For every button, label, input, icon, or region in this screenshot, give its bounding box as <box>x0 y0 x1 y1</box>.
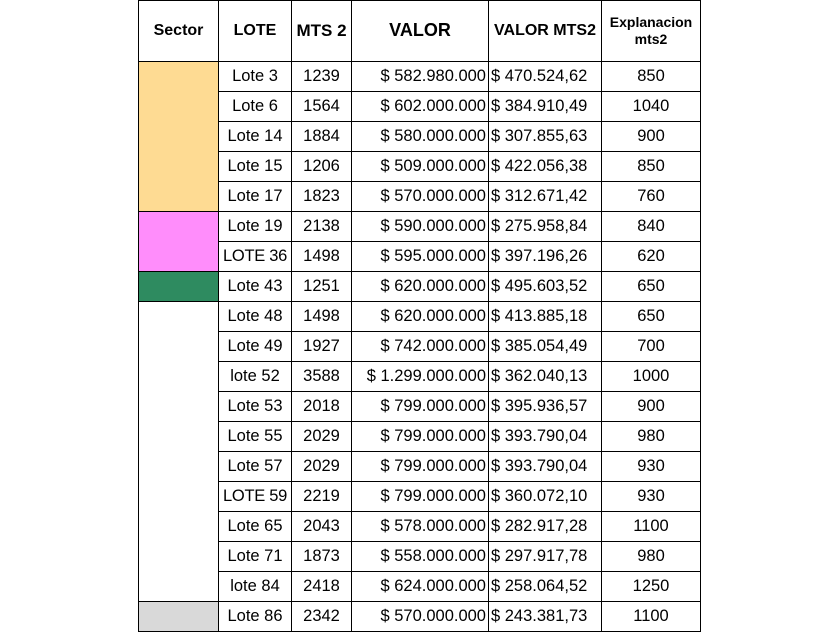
valor-mts2-cell: $ 495.603,52 <box>489 272 602 302</box>
table-row <box>139 422 701 452</box>
lote-cell: Lote 14 <box>219 122 292 152</box>
mts2-cell: 1239 <box>292 62 352 92</box>
header-valor-mts2: VALOR MTS2 <box>489 1 602 62</box>
table-row <box>139 122 701 152</box>
valor-cell: $ 742.000.000 <box>352 332 489 362</box>
explanacion-cell: 650 <box>602 272 701 302</box>
sector-color-cell <box>139 482 219 512</box>
mts2-cell: 1206 <box>292 152 352 182</box>
mts2-cell: 1564 <box>292 92 352 122</box>
explanacion-cell: 650 <box>602 302 701 332</box>
sector-color-cell <box>139 272 219 302</box>
table-row <box>139 452 701 482</box>
valor-mts2-cell: $ 297.917,78 <box>489 542 602 572</box>
valor-cell: $ 620.000.000 <box>352 302 489 332</box>
valor-mts2-cell: $ 470.524,62 <box>489 62 602 92</box>
lote-cell: Lote 57 <box>219 452 292 482</box>
sector-color-cell <box>139 422 219 452</box>
explanacion-cell: 980 <box>602 422 701 452</box>
explanacion-cell: 840 <box>602 212 701 242</box>
explanacion-cell: 700 <box>602 332 701 362</box>
lot-price-table <box>138 0 701 632</box>
sector-color-cell <box>139 92 219 122</box>
table-row <box>139 152 701 182</box>
valor-cell: $ 590.000.000 <box>352 212 489 242</box>
lote-cell: Lote 86 <box>219 602 292 632</box>
valor-mts2-cell: $ 243.381,73 <box>489 602 602 632</box>
mts2-cell: 2138 <box>292 212 352 242</box>
valor-mts2-cell: $ 397.196,26 <box>489 242 602 272</box>
sector-color-cell <box>139 452 219 482</box>
explanacion-cell: 620 <box>602 242 701 272</box>
mts2-cell: 2029 <box>292 452 352 482</box>
valor-mts2-cell: $ 360.072,10 <box>489 482 602 512</box>
table-row <box>139 572 701 602</box>
valor-cell: $ 799.000.000 <box>352 392 489 422</box>
valor-cell: $ 799.000.000 <box>352 452 489 482</box>
explanacion-cell: 930 <box>602 452 701 482</box>
valor-cell: $ 595.000.000 <box>352 242 489 272</box>
valor-cell: $ 570.000.000 <box>352 182 489 212</box>
explanacion-cell: 930 <box>602 482 701 512</box>
mts2-cell: 1498 <box>292 242 352 272</box>
valor-mts2-cell: $ 385.054,49 <box>489 332 602 362</box>
mts2-cell: 3588 <box>292 362 352 392</box>
table-row <box>139 482 701 512</box>
sector-color-cell <box>139 212 219 242</box>
table-row <box>139 542 701 572</box>
valor-cell: $ 509.000.000 <box>352 152 489 182</box>
valor-mts2-cell: $ 307.855,63 <box>489 122 602 152</box>
table-row <box>139 512 701 542</box>
valor-cell: $ 578.000.000 <box>352 512 489 542</box>
valor-cell: $ 582.980.000 <box>352 62 489 92</box>
valor-cell: $ 799.000.000 <box>352 422 489 452</box>
explanacion-cell: 850 <box>602 62 701 92</box>
valor-cell: $ 602.000.000 <box>352 92 489 122</box>
sector-color-cell <box>139 242 219 272</box>
valor-mts2-cell: $ 413.885,18 <box>489 302 602 332</box>
valor-mts2-cell: $ 393.790,04 <box>489 452 602 482</box>
sector-color-cell <box>139 62 219 92</box>
valor-mts2-cell: $ 393.790,04 <box>489 422 602 452</box>
mts2-cell: 2219 <box>292 482 352 512</box>
sector-color-cell <box>139 332 219 362</box>
table-row <box>139 332 701 362</box>
explanacion-cell: 760 <box>602 182 701 212</box>
lote-cell: Lote 19 <box>219 212 292 242</box>
lote-cell: Lote 17 <box>219 182 292 212</box>
mts2-cell: 2018 <box>292 392 352 422</box>
mts2-cell: 1927 <box>292 332 352 362</box>
mts2-cell: 1823 <box>292 182 352 212</box>
table-row <box>139 362 701 392</box>
mts2-cell: 1884 <box>292 122 352 152</box>
mts2-cell: 1873 <box>292 542 352 572</box>
lote-cell: Lote 48 <box>219 302 292 332</box>
valor-cell: $ 799.000.000 <box>352 482 489 512</box>
lote-cell: Lote 43 <box>219 272 292 302</box>
sector-color-cell <box>139 512 219 542</box>
header-row <box>139 1 701 62</box>
lote-cell: Lote 15 <box>219 152 292 182</box>
mts2-cell: 2043 <box>292 512 352 542</box>
sector-color-cell <box>139 152 219 182</box>
table-row <box>139 392 701 422</box>
explanacion-cell: 1100 <box>602 602 701 632</box>
sector-color-cell <box>139 602 219 632</box>
mts2-cell: 2029 <box>292 422 352 452</box>
valor-mts2-cell: $ 312.671,42 <box>489 182 602 212</box>
sector-color-cell <box>139 542 219 572</box>
valor-mts2-cell: $ 258.064,52 <box>489 572 602 602</box>
table-row <box>139 272 701 302</box>
header-lote: LOTE <box>219 1 292 62</box>
lote-cell: Lote 6 <box>219 92 292 122</box>
explanacion-cell: 900 <box>602 122 701 152</box>
sector-color-cell <box>139 182 219 212</box>
mts2-cell: 1251 <box>292 272 352 302</box>
explanacion-cell: 900 <box>602 392 701 422</box>
valor-mts2-cell: $ 395.936,57 <box>489 392 602 422</box>
valor-mts2-cell: $ 362.040,13 <box>489 362 602 392</box>
valor-mts2-cell: $ 384.910,49 <box>489 92 602 122</box>
table-row <box>139 242 701 272</box>
explanacion-cell: 980 <box>602 542 701 572</box>
sector-color-cell <box>139 392 219 422</box>
lote-cell: Lote 71 <box>219 542 292 572</box>
lote-cell: lote 84 <box>219 572 292 602</box>
explanacion-cell: 850 <box>602 152 701 182</box>
sector-color-cell <box>139 302 219 332</box>
valor-cell: $ 1.299.000.000 <box>352 362 489 392</box>
sector-color-cell <box>139 572 219 602</box>
explanacion-cell: 1040 <box>602 92 701 122</box>
valor-mts2-cell: $ 275.958,84 <box>489 212 602 242</box>
lote-cell: Lote 53 <box>219 392 292 422</box>
header-sector: Sector <box>139 1 219 62</box>
valor-cell: $ 620.000.000 <box>352 272 489 302</box>
sector-color-cell <box>139 362 219 392</box>
sector-color-cell <box>139 122 219 152</box>
header-mts2: MTS 2 <box>292 1 352 62</box>
mts2-cell: 2418 <box>292 572 352 602</box>
table-row <box>139 302 701 332</box>
mts2-cell: 1498 <box>292 302 352 332</box>
lote-cell: Lote 55 <box>219 422 292 452</box>
header-valor: VALOR <box>352 1 489 62</box>
valor-mts2-cell: $ 282.917,28 <box>489 512 602 542</box>
lote-cell: Lote 65 <box>219 512 292 542</box>
mts2-cell: 2342 <box>292 602 352 632</box>
valor-cell: $ 558.000.000 <box>352 542 489 572</box>
table-row <box>139 92 701 122</box>
valor-cell: $ 570.000.000 <box>352 602 489 632</box>
valor-mts2-cell: $ 422.056,38 <box>489 152 602 182</box>
valor-cell: $ 580.000.000 <box>352 122 489 152</box>
explanacion-cell: 1250 <box>602 572 701 602</box>
table-row <box>139 602 701 632</box>
lote-cell: Lote 49 <box>219 332 292 362</box>
explanacion-cell: 1100 <box>602 512 701 542</box>
table-row <box>139 212 701 242</box>
header-explanacion: Explanacion mts2 <box>602 1 701 62</box>
lote-cell: LOTE 36 <box>219 242 292 272</box>
lote-cell: lote 52 <box>219 362 292 392</box>
lote-cell: LOTE 59 <box>219 482 292 512</box>
valor-cell: $ 624.000.000 <box>352 572 489 602</box>
lote-cell: Lote 3 <box>219 62 292 92</box>
table-row <box>139 182 701 212</box>
explanacion-cell: 1000 <box>602 362 701 392</box>
table-row <box>139 62 701 92</box>
